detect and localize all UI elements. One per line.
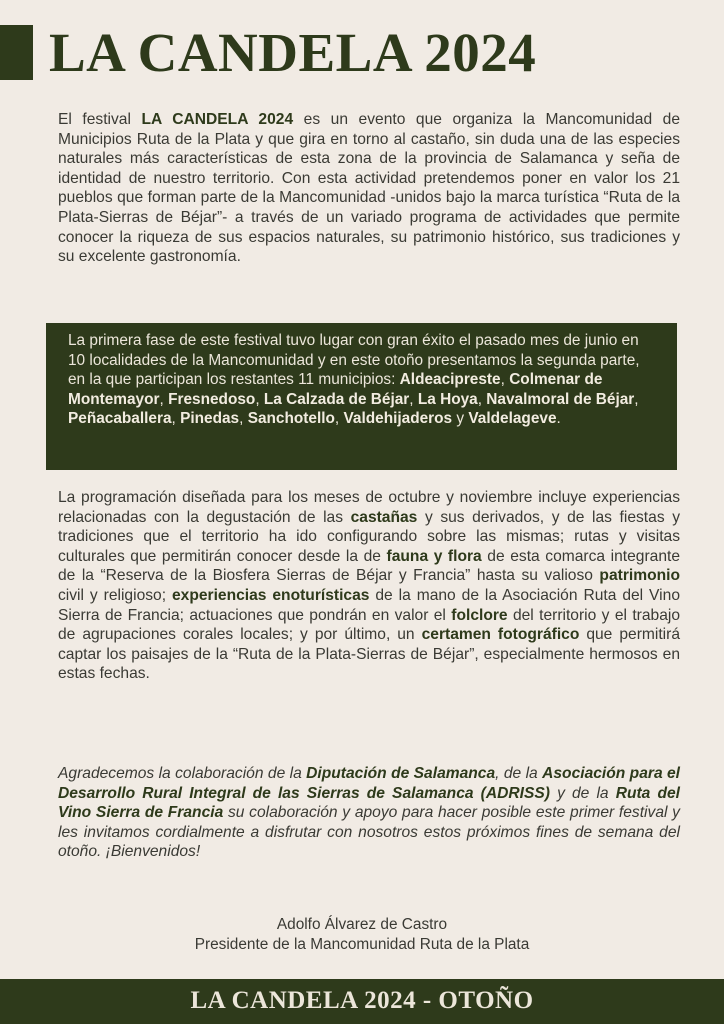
signature-role: Presidente de la Mancomunidad Ruta de la Plata — [194, 936, 530, 953]
agradecimientos-text-4: su colaboración y apoyo para hacer posible este primer festival y les invitamos cordialmente a disfrutar con nosotros estos próximos fines de semana del otoño. ¡Bienvenidos! — [58, 804, 680, 861]
programa-text-2: y sus derivados, y de las fiestas y tradiciones que el territorio ha ido configurando sobre las mismas; rutas y visitas culturales que permitirán conocer desde la de — [58, 508, 680, 565]
intro-paragraph — [58, 110, 680, 267]
intro-festival-name: LA CANDELA 2024 — [141, 111, 294, 128]
agradecimientos-text-1: Agradecemos la colaboración de la — [58, 765, 307, 782]
programa-bold-patrimonio: patrimonio — [599, 567, 680, 585]
municipio-name: Valdehijaderos — [343, 410, 453, 428]
highlight-paragraph — [68, 331, 655, 429]
programa-bold-certamen: certamen fotográfico — [421, 626, 580, 644]
municipio-name: Sanchotello — [247, 410, 335, 428]
footer-title: LA CANDELA 2024 - OTOÑO — [190, 987, 534, 1014]
agradecimientos-bold-diputacion: Diputación de Salamanca — [306, 765, 496, 782]
programa-bold-castanas: castañas — [350, 508, 418, 526]
municipio-name: Aldeacipreste — [399, 371, 501, 389]
intro-text-1: El festival — [58, 111, 142, 128]
agradecimientos-text-2: , de la — [495, 765, 543, 782]
programa-bold-fauna: fauna y flora — [386, 547, 482, 565]
footer-bar — [0, 979, 724, 1024]
municipio-name: Colmenar de Montemayor — [68, 371, 603, 408]
programa-text-5: de la mano de la Asociación Ruta del Vino Sierra de Francia; actuaciones que pondrán en valor el — [58, 586, 680, 624]
title-accent-bar — [0, 25, 33, 80]
intro-text-2: es un evento que organiza la Mancomunidad de Municipios Ruta de la Plata y que gira en torno al castaño, sin duda una de las especies naturales más características de esta zona de la provincia de Salamanca y seña de identidad de nuestro territorio. Con esta actividad pretendemos poner en valor los 21 pueblos que forman parte de la Mancomunidad -unidos bajo la marca turística “Ruta de la Plata-Sierras de Béjar”- a través de un variado programa de actividades que permite conocer la riqueza de sus espacios naturales, su patrimonio histórico, sus tradiciones y su excelente gastronomía. — [58, 111, 681, 266]
programa-text-6: del territorio y el trabajo de agrupaciones corales locales; y por último, un — [58, 606, 681, 644]
municipio-name: La Calzada de Béjar — [263, 390, 410, 408]
agradecimientos-bold-adriss: Asociación para el Desarrollo Rural Integral de las Sierras de Salamanca (ADRISS) — [58, 765, 680, 802]
highlight-text: La primera fase de este festival tuvo lugar con gran éxito el pasado mes de junio en 10 localidades de la Mancomunidad y en este otoño presentamos la segunda parte, en la que participan los restantes 11 municipios: — [68, 332, 640, 389]
signature-name: Adolfo Álvarez de Castro — [276, 916, 448, 933]
signature-block — [0, 915, 724, 955]
municipio-name: Fresnedoso — [168, 390, 256, 408]
municipio-name: Pinedas — [180, 410, 240, 428]
programa-text-4: civil y religioso; — [58, 586, 172, 604]
municipio-name: Valdelageve — [468, 410, 557, 428]
programa-bold-enoturisticas: experiencias enoturísticas — [171, 586, 370, 604]
programa-text-3: de esta comarca integrante de la “Reserva de la Biosfera Sierras de Béjar y Francia” hasta su valioso — [58, 547, 680, 585]
municipio-name: La Hoya — [417, 390, 478, 408]
municipio-name: Navalmoral de Béjar — [486, 390, 635, 408]
programa-text-7: que permitirá captar los paisajes de la “Ruta de la Plata-Sierras de Béjar”, especialmente hermosos en estas fechas. — [58, 626, 680, 683]
municipio-name: Peñacaballera — [68, 410, 172, 428]
agradecimientos-text-3: y de la — [549, 784, 616, 802]
agradecimientos-bold-ruta-vino: Ruta del Vino Sierra de Francia — [58, 784, 680, 822]
municipios-list: Aldeacipreste, Colmenar de Montemayor, Fresnedoso, La Calzada de Béjar, La Hoya, Navalmoral de Béjar, Peñacaballera, Pinedas, Sanchotello, Valdehijaderos y Valdelageve — [68, 371, 639, 428]
programa-text-1: La programación diseñada para los meses de octubre y noviembre incluye experiencias relacionadas con la degustación de las — [58, 489, 680, 526]
highlight-box — [46, 323, 677, 470]
programa-bold-folclore: folclore — [451, 606, 508, 624]
programa-paragraph — [58, 488, 680, 684]
highlight-end: . — [556, 410, 561, 428]
agradecimientos-paragraph — [58, 764, 680, 862]
page-title: LA CANDELA 2024 — [49, 22, 537, 83]
